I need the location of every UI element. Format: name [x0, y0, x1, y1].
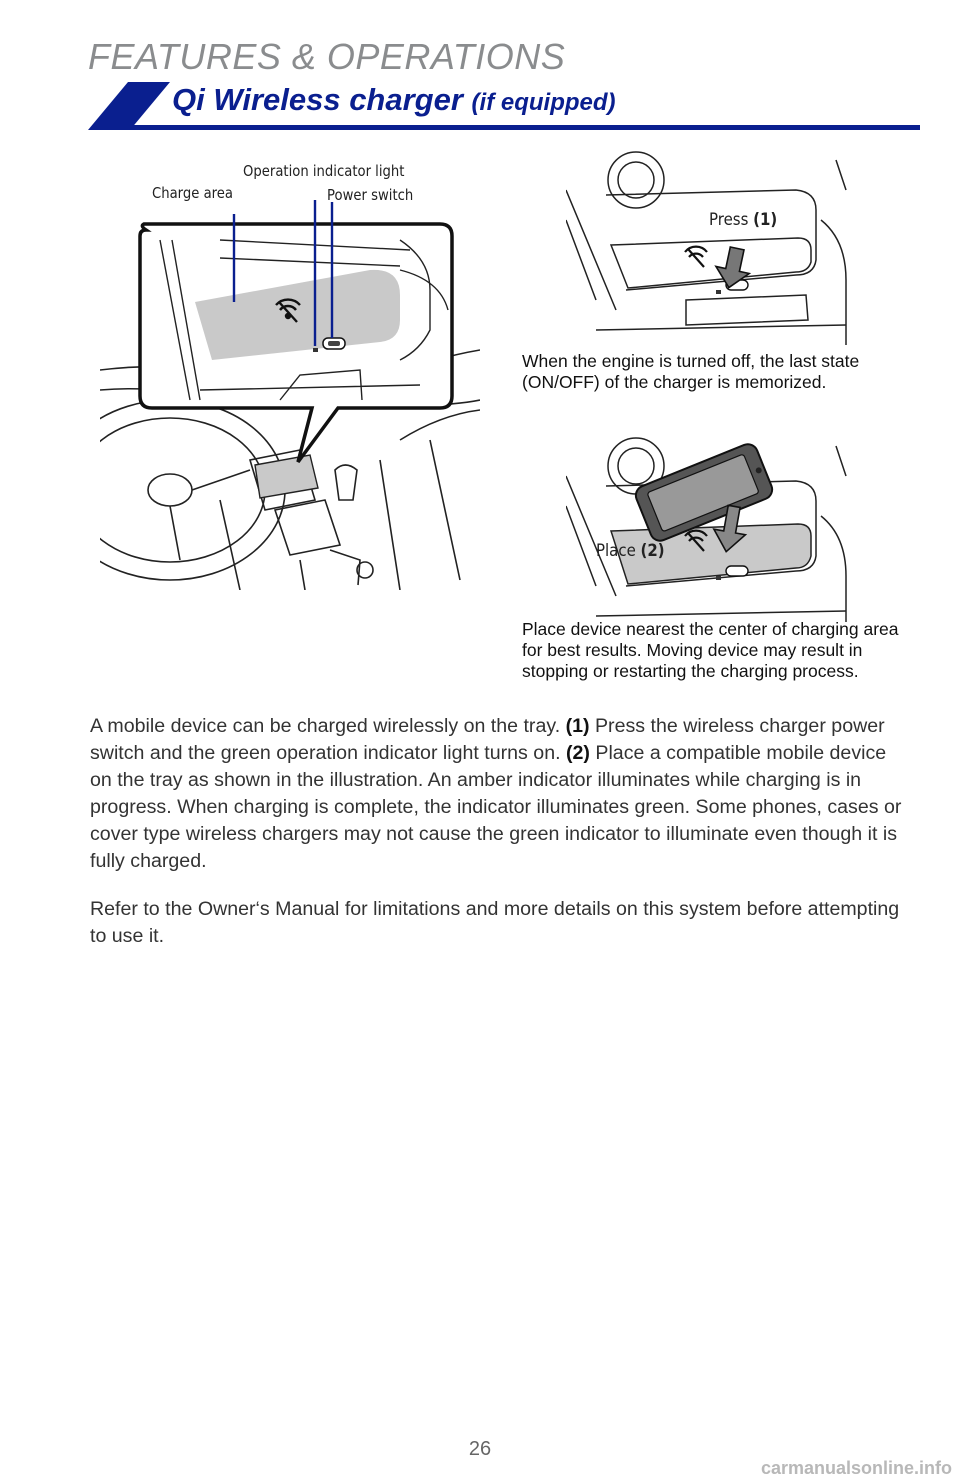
- callout-power-switch: Power switch: [327, 186, 414, 204]
- callout-indicator: Operation indicator light: [243, 162, 405, 180]
- watermark: carmanualsonline.info: [760, 1458, 952, 1478]
- press-label: Press (1): [709, 210, 778, 230]
- section-title: FEATURES & OPERATIONS: [88, 36, 566, 77]
- callout-charge-area: Charge area: [152, 184, 234, 202]
- step-2-marker: (2): [565, 742, 590, 764]
- press-illustration: [566, 150, 850, 345]
- press-caption: When the engine is turned off, the last state (ON/OFF) of the charger is memorized.: [522, 351, 860, 392]
- title-qualifier: (if equipped): [471, 89, 616, 116]
- place-illustration: [566, 436, 850, 622]
- page-number: 26: [468, 1438, 492, 1460]
- step-1-marker: (1): [565, 715, 590, 737]
- press-step: (1): [753, 210, 778, 230]
- console-illustration: [100, 200, 480, 590]
- place-step: (2): [640, 541, 665, 561]
- place-label: Place (2): [596, 541, 665, 561]
- body-paragraph-2: Refer to the Owner‘s Manual for limitations and more details on this system before attempting to use it.: [90, 898, 900, 947]
- title-text: Qi Wireless charger: [172, 82, 463, 117]
- body-paragraph-1: A mobile device can be charged wirelessly on the tray. (1) Press the wireless charger power switch and the green operation indicator light turns on. (2) Place a compatible mobile device on the tray as shown in the illustration. An amber indicator illuminates while charging is in progress. When charging is complete, the indicator illuminates green. Some phones, cases or cover type wireless chargers may not cause the green indicator to illuminate even though it is fully charged.: [90, 715, 902, 872]
- page-title: [172, 82, 616, 118]
- place-caption: Place device nearest the center of charging area for best results. Moving device may result in stopping or restarting the charging process.: [522, 619, 899, 681]
